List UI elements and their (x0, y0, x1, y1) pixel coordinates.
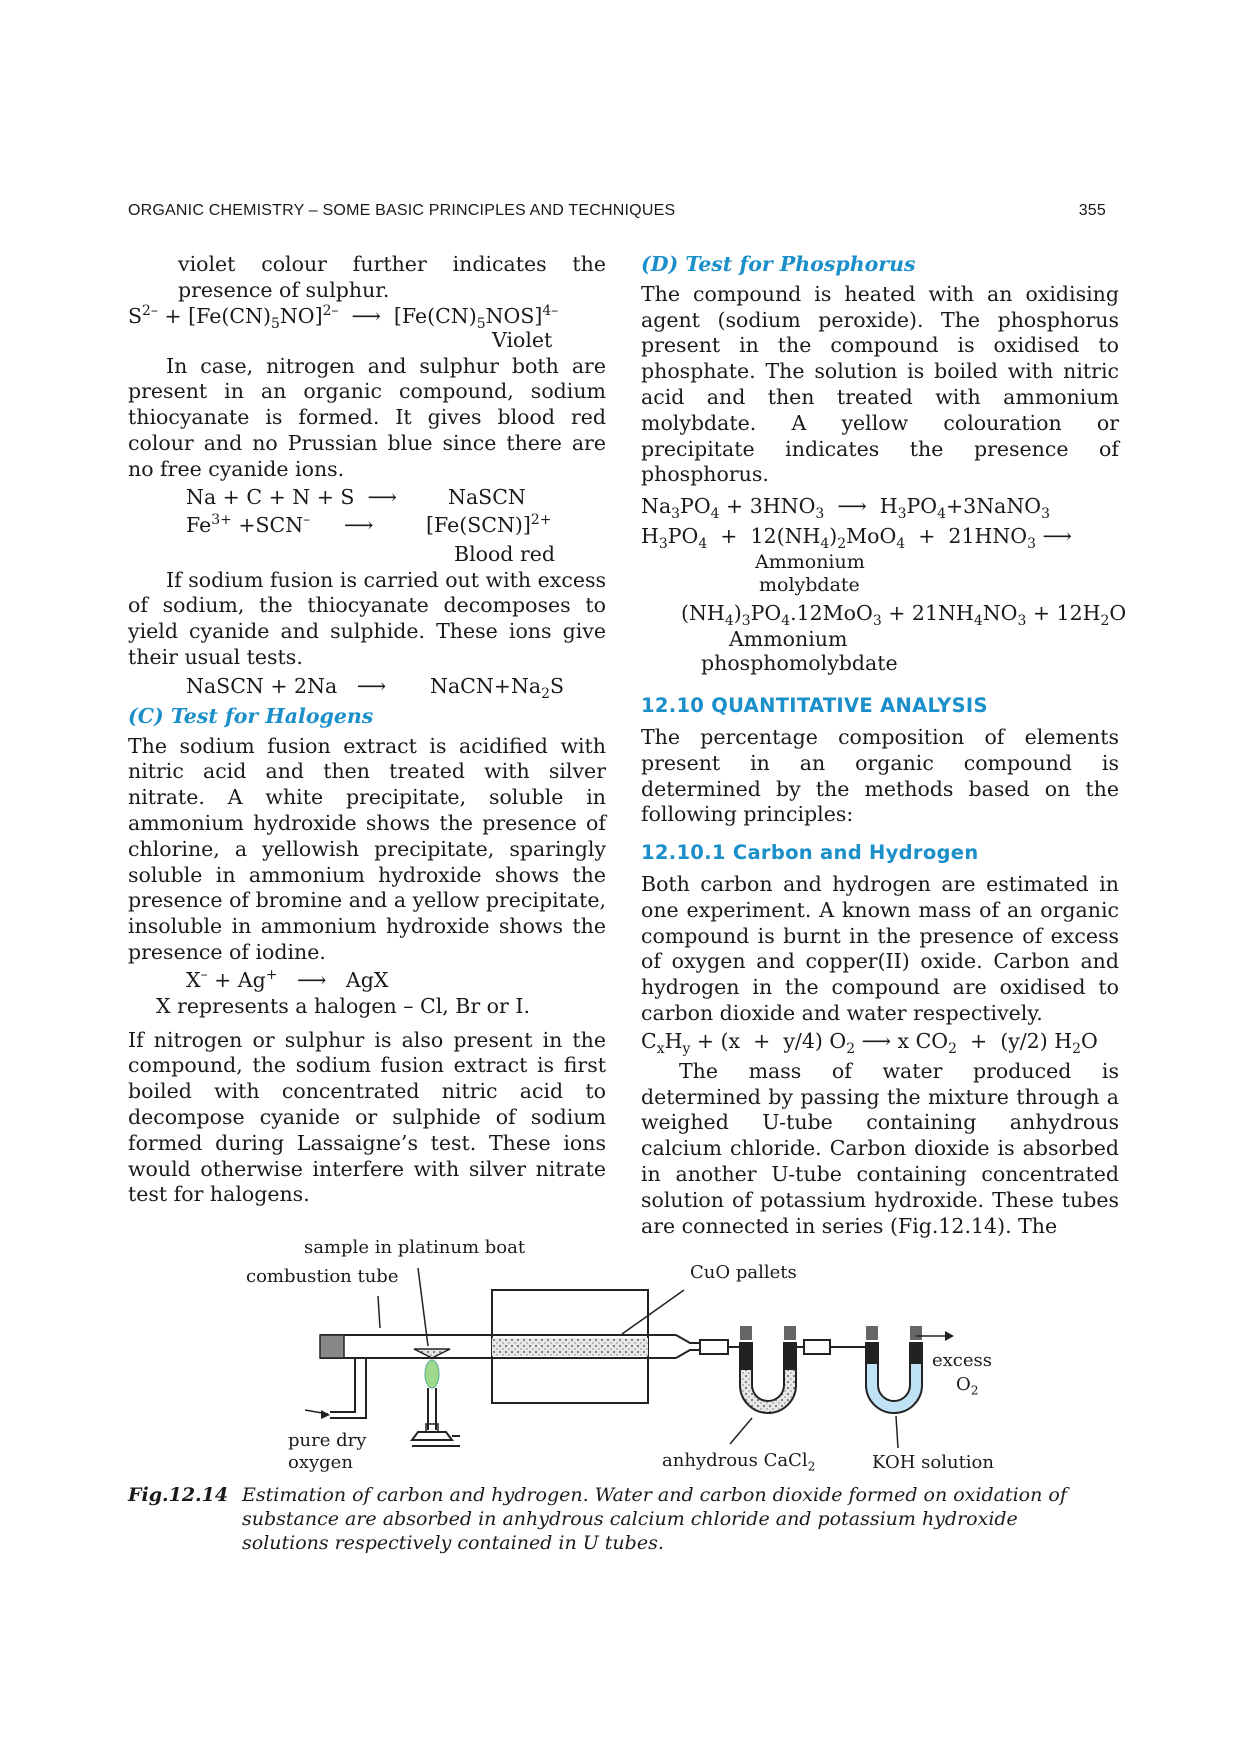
paragraph: The percentage composition of elements present in an organic compound is determined by the methods based on the following principles: (641, 724, 1119, 827)
leader-line (378, 1296, 380, 1328)
stopper (320, 1335, 344, 1358)
leader-line (622, 1290, 684, 1334)
page-number: 355 (1078, 202, 1106, 219)
furnace (492, 1290, 648, 1403)
label-o2: $O_2$ (956, 1374, 979, 1398)
connector (804, 1340, 830, 1354)
label-combustion-tube: combustion tube (246, 1266, 399, 1287)
running-header (128, 202, 1106, 220)
label-koh: KOH solution (872, 1452, 994, 1473)
paragraph: Both carbon and hydrogen are estimated in one experiment. A known mass of an organic compound is burnt in the presence of excess of oxygen and copper(II) oxide. Carbon and hydrogen in the compound are oxidised to carbon dioxide and water respectively. (641, 871, 1119, 1025)
label-sample: sample in platinum boat (304, 1237, 526, 1258)
paragraph: If nitrogen or sulphur is also present in the compound, the sodium fusion extract is first boiled with concentrated nitric acid to decompose cyanide or sulphide of sodium formed during Lassaigne’s test. These ions would otherwise interfere with silver nitrate test for halogens. (128, 1027, 606, 1207)
ammonium-label: Ammonium (755, 551, 865, 574)
equation-na3po4: $Na_3PO_4 + 3HNO_3$ ⟶ $H_3PO_4+3NaNO_3$ (641, 494, 1050, 523)
equation-molybdate: $H_3PO_4 + 12(NH_4)_2MoO_4 + 21HNO_3$ ⟶ (641, 524, 1072, 553)
halogen-note: X represents a halogen – Cl, Br or I. (156, 993, 530, 1018)
label-excess: excess (932, 1350, 993, 1371)
equation-fescn: $Fe^{3+} +SCN^-$ ⟶ $[Fe(SCN)]^{2+}$ (186, 511, 552, 537)
cuo-packing (492, 1338, 648, 1356)
header-title: ORGANIC CHEMISTRY – SOME BASIC PRINCIPLES AND TECHNIQUES (128, 202, 676, 219)
section-heading-halogens: (C) Test for Halogens (128, 703, 374, 728)
section-heading-phosphorus: (D) Test for Phosphorus (641, 252, 916, 276)
oxygen-arrow (305, 1410, 328, 1414)
burner-base (412, 1432, 452, 1440)
equation-combustion: $C_xH_y + (x + y/4)$ $O_2$ ⟶ x $CO_2 + (y/2)$ $H_2O$ (641, 1028, 1098, 1057)
u-tube-koh (866, 1326, 922, 1407)
equation-phosphomolybdate: $(NH_4)_3PO_4.12MoO_3 + 21NH_4NO_3 + 12H_2O$ (681, 601, 1127, 630)
u-tube-cacl2 (740, 1326, 796, 1407)
left-column (128, 252, 606, 1208)
arrow-head (945, 1331, 954, 1341)
label-pure-dry: pure dry (288, 1430, 367, 1451)
paragraph: If sodium fusion is carried out with excess of sodium, the thiocyanate decomposes to yield cyanide and sulphide. These ions give their usual tests. (128, 567, 606, 669)
paragraph: violet colour further indicates the presence of sulphur. (178, 252, 606, 302)
equation-label-row (641, 651, 1119, 677)
right-column (641, 252, 1127, 1239)
label-cacl2: anhydrous CaCl$_2$ (662, 1450, 816, 1474)
violet-label: Violet (492, 327, 553, 352)
equation-label-row (641, 573, 1119, 601)
platinum-boat (414, 1349, 450, 1358)
combustion-tube (320, 1335, 700, 1358)
label-oxygen: oxygen (288, 1452, 353, 1473)
paragraph: The mass of water produced is determined by passing the mixture through a weighed U-tube containing anhydrous calcium chloride. Carbon dioxide is absorbed in another U-tube containing concentrated solution of potassium hydroxide. These tubes are connected in series (Fig.12.14). The (641, 1058, 1119, 1238)
caption-text: Estimation of carbon and hydrogen. Water and carbon dioxide formed on oxidation of substance are absorbed in anhydrous calcium chloride and potassium hydroxide solutions respectively contained in U tubes. (242, 1484, 1067, 1554)
ammonium-label: Ammonium (729, 627, 848, 652)
subsection-heading-carbon-hydrogen: 12.10.1 Carbon and Hydrogen (641, 841, 979, 865)
figure-caption (128, 1483, 1118, 1554)
caption-label: Fig.12.14 (128, 1484, 229, 1506)
burner-gas-inlet (412, 1436, 460, 1446)
paragraph: The sodium fusion extract is acidified with nitric acid and then treated with silver nitrate. A white precipitate, soluble in ammonium hydroxide shows the presence of chlorine, a yellowish precipitate, sparingly soluble in ammonium hydroxide shows the presence of bromine and a yellow precipitate, insoluble in ammonium hydroxide shows the presence of iodine. (128, 733, 606, 964)
leader-line (896, 1416, 898, 1448)
flame (425, 1360, 439, 1388)
connector (700, 1340, 728, 1354)
arrow-head (321, 1410, 330, 1419)
equation-nascn: Na + C + N + S ⟶ NaSCN (186, 484, 526, 509)
section-heading-quantitative: 12.10 QUANTITATIVE ANALYSIS (641, 694, 988, 718)
paragraph: The compound is heated with an oxidising agent (sodium peroxide). The phosphorus present in the compound is oxidised to phosphate. The solution is boiled with nitric acid and then treated with ammonium molybdate. A yellow colouration or precipitate indicates the presence of phosphorus. (641, 281, 1119, 487)
leader-line (418, 1268, 428, 1346)
equation-agx: X– + Ag+ ⟶ AgX (186, 966, 389, 992)
paragraph: In case, nitrogen and sulphur both are present in an organic compound, sodium thiocyanate is formed. It gives blood red colour and no Prussian blue since there are no free cyanide ions. (128, 353, 606, 481)
inlet-tube (330, 1358, 366, 1418)
phosphomolybdate-label: phosphomolybdate (701, 651, 898, 676)
equation-label-row (128, 542, 606, 568)
burner-valve (426, 1424, 438, 1432)
label-cuo: CuO pallets (690, 1262, 797, 1283)
equation-label-row (641, 550, 1119, 573)
molybdate-label: molybdate (759, 574, 860, 597)
equation-label-row (128, 328, 606, 354)
equation-nacn: NaSCN + 2Na ⟶ $NaCN+Na_2S$ (186, 673, 565, 702)
equation-label-row (641, 627, 1119, 651)
blood-red-label: Blood red (454, 541, 555, 566)
leader-line (730, 1418, 752, 1444)
equation-nitroprusside: $S^{2-} + [Fe(CN)_5NO]^{2-}$ ⟶ $[Fe(CN)_5NOS]^{4-}$ (128, 302, 559, 332)
